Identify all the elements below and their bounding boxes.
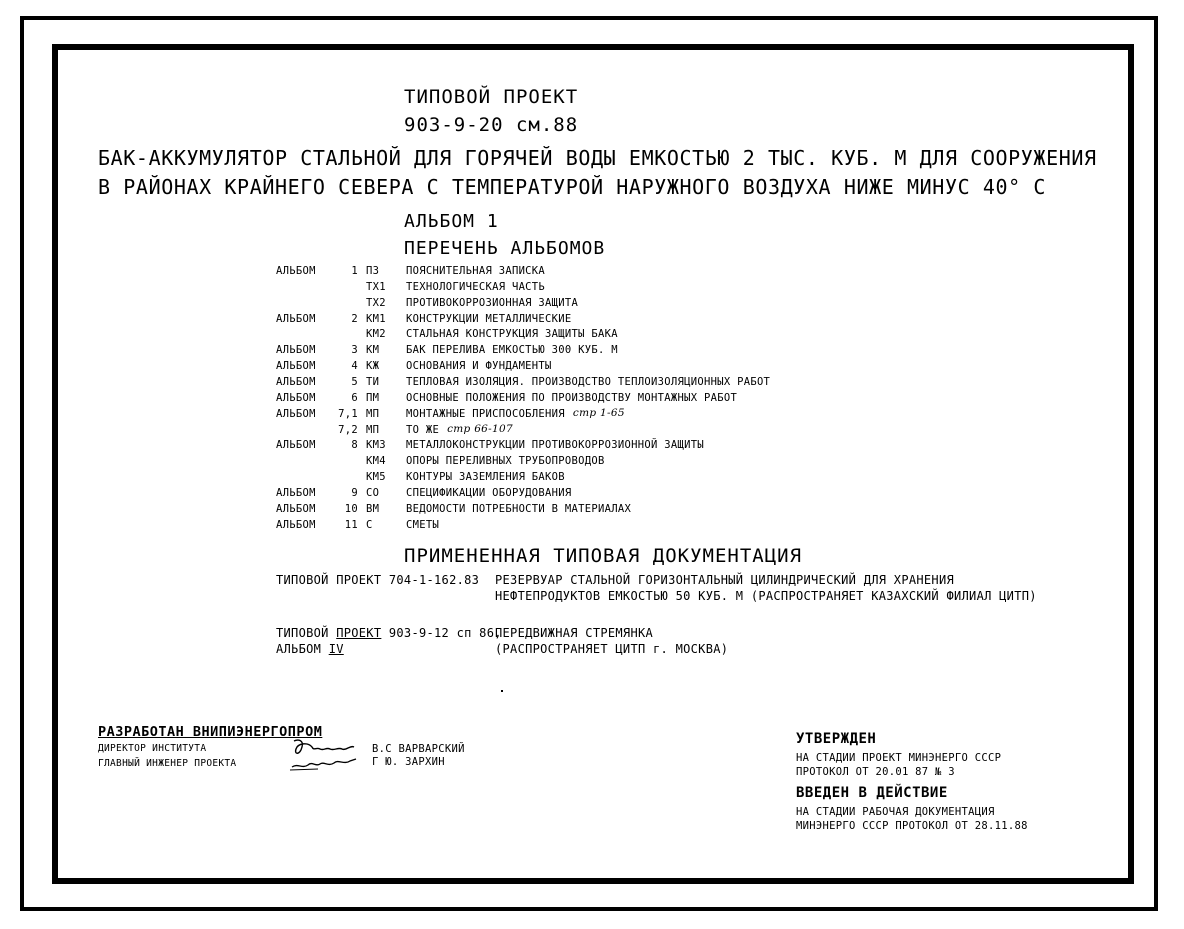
doc-code: ПЗ bbox=[366, 265, 380, 277]
page-range-note: стр 66-107 bbox=[447, 423, 513, 435]
doc-description: СПЕЦИФИКАЦИИ ОБОРУДОВАНИЯ bbox=[406, 487, 572, 499]
album-label: АЛЬБОМ bbox=[276, 439, 316, 451]
doc-code: КЖ bbox=[366, 360, 380, 372]
doc-description: ОСНОВАНИЯ И ФУНДАМЕНТЫ bbox=[406, 360, 552, 372]
album-label: АЛЬБОМ bbox=[276, 408, 316, 420]
album-num: 4 bbox=[351, 360, 358, 372]
album-num: 5 bbox=[351, 376, 358, 388]
doc-description: ОСНОВНЫЕ ПОЛОЖЕНИЯ ПО ПРОИЗВОДСТВУ МОНТАЖНЫХ РАБОТ bbox=[406, 392, 738, 404]
album-label: АЛЬБОМ bbox=[276, 313, 316, 325]
doc-code: ТИ bbox=[366, 376, 380, 388]
approved-title: УТВЕРЖДЕН bbox=[796, 731, 877, 747]
doc-code: КМ4 bbox=[366, 455, 386, 467]
enacted-line-1: НА СТАДИИ РАБОЧАЯ ДОКУМЕНТАЦИЯ bbox=[796, 806, 995, 818]
developer-role-1: ДИРЕКТОР ИНСТИТУТА bbox=[98, 743, 207, 754]
album-label: АЛЬБОМ bbox=[276, 344, 316, 356]
album-num: 1 bbox=[351, 265, 358, 277]
doc-description: КОНСТРУКЦИИ МЕТАЛЛИЧЕСКИЕ bbox=[406, 313, 572, 325]
applied-title: ПРИМЕНЕННАЯ ТИПОВАЯ ДОКУМЕНТАЦИЯ bbox=[404, 545, 803, 567]
album-num: 10 bbox=[344, 503, 358, 515]
ref2-desc-line-1: ПЕРЕДВИЖНАЯ СТРЕМЯНКА bbox=[495, 626, 654, 640]
album-label: АЛЬБОМ bbox=[276, 360, 316, 372]
ref2-album-label: АЛЬБОМ bbox=[276, 642, 329, 656]
ref2-code-part-a: ТИПОВОЙ bbox=[276, 626, 337, 640]
doc-code: КМ bbox=[366, 344, 380, 356]
dot-mark bbox=[501, 690, 503, 692]
doc-code: ПМ bbox=[366, 392, 380, 404]
doc-description: ТЕПЛОВАЯ ИЗОЛЯЦИЯ. ПРОИЗВОДСТВО ТЕПЛОИЗОЛЯЦИОННЫХ РАБОТ bbox=[406, 376, 771, 388]
doc-description: ТЕХНОЛОГИЧЕСКАЯ ЧАСТЬ bbox=[406, 281, 546, 293]
doc-description: СМЕТЫ bbox=[406, 519, 440, 531]
ref1-desc-line-1: РЕЗЕРВУАР СТАЛЬНОЙ ГОРИЗОНТАЛЬНЫЙ ЦИЛИНДРИЧЕСКИЙ ДЛЯ ХРАНЕНИЯ bbox=[495, 573, 955, 587]
developer-name-2: Г Ю. ЗАРХИН bbox=[372, 756, 445, 768]
list-title: ПЕРЕЧЕНЬ АЛЬБОМОВ bbox=[404, 238, 606, 259]
ref2-code bbox=[276, 626, 502, 640]
album-num: 2 bbox=[351, 313, 358, 325]
ref2-code-part-c: 903-9-12 сп 86, bbox=[381, 626, 502, 640]
doc-code: КМ1 bbox=[366, 313, 386, 325]
doc-code: МП bbox=[366, 408, 380, 420]
album-num: 7,1 bbox=[338, 408, 358, 420]
album-number: АЛЬБОМ 1 bbox=[404, 211, 499, 232]
album-label: АЛЬБОМ bbox=[276, 503, 316, 515]
album-num: 11 bbox=[344, 519, 358, 531]
doc-description: БАК ПЕРЕЛИВА ЕМКОСТЬЮ 300 КУБ. М bbox=[406, 344, 618, 356]
album-num: 8 bbox=[351, 439, 358, 451]
doc-description: ПРОТИВОКОРРОЗИОННАЯ ЗАЩИТА bbox=[406, 297, 579, 309]
doc-code: МП bbox=[366, 424, 380, 436]
developer-name-1: В.С ВАРВАРСКИЙ bbox=[372, 743, 465, 755]
doc-description: ПОЯСНИТЕЛЬНАЯ ЗАПИСКА bbox=[406, 265, 546, 277]
doc-code: С bbox=[366, 519, 373, 531]
ref2-album-number: IV bbox=[328, 642, 344, 656]
doc-code: КМ3 bbox=[366, 439, 386, 451]
approved-line-1: НА СТАДИИ ПРОЕКТ МИНЭНЕРГО СССР bbox=[796, 752, 1002, 764]
doc-description: ОПОРЫ ПЕРЕЛИВНЫХ ТРУБОПРОВОДОВ bbox=[406, 455, 605, 467]
ref1-code: ТИПОВОЙ ПРОЕКТ 704-1-162.83 bbox=[276, 573, 480, 587]
album-label: АЛЬБОМ bbox=[276, 265, 316, 277]
signatures-image bbox=[288, 737, 360, 773]
enacted-title: ВВЕДЕН В ДЕЙСТВИЕ bbox=[796, 785, 948, 801]
album-num: 3 bbox=[351, 344, 358, 356]
ref2-album bbox=[276, 642, 344, 656]
doc-description: СТАЛЬНАЯ КОНСТРУКЦИЯ ЗАЩИТЫ БАКА bbox=[406, 328, 618, 340]
project-label: ТИПОВОЙ ПРОЕКТ bbox=[404, 86, 579, 108]
ref2-code-part-b: ПРОЕКТ bbox=[336, 626, 382, 640]
doc-description: МОНТАЖНЫЕ ПРИСПОСОБЛЕНИЯ bbox=[406, 408, 565, 420]
developer-role-2: ГЛАВНЫЙ ИНЖЕНЕР ПРОЕКТА bbox=[98, 758, 237, 769]
approved-line-2: ПРОТОКОЛ ОТ 20.01 87 № 3 bbox=[796, 766, 955, 778]
album-num: 9 bbox=[351, 487, 358, 499]
doc-code: СО bbox=[366, 487, 380, 499]
doc-description: ВЕДОМОСТИ ПОТРЕБНОСТИ В МАТЕРИАЛАХ bbox=[406, 503, 632, 515]
title-line-1: БАК-АККУМУЛЯТОР СТАЛЬНОЙ ДЛЯ ГОРЯЧЕЙ ВОДЫ ЕМКОСТЬЮ 2 ТЫС. КУБ. М ДЛЯ СООРУЖЕНИЯ bbox=[98, 146, 1097, 170]
page-range-note: стр 1-65 bbox=[572, 407, 625, 419]
title-line-2: В РАЙОНАХ КРАЙНЕГО СЕВЕРА С ТЕМПЕРАТУРОЙ НАРУЖНОГО ВОЗДУХА НИЖЕ МИНУС 40° С bbox=[98, 175, 1047, 199]
album-label: АЛЬБОМ bbox=[276, 519, 316, 531]
doc-code: КМ2 bbox=[366, 328, 386, 340]
album-num: 7,2 bbox=[338, 424, 358, 436]
doc-code: КМ5 bbox=[366, 471, 386, 483]
doc-code: ВМ bbox=[366, 503, 380, 515]
project-number: 903-9-20 см.88 bbox=[404, 114, 579, 136]
doc-description: МЕТАЛЛОКОНСТРУКЦИИ ПРОТИВОКОРРОЗИОННОЙ ЗАЩИТЫ bbox=[406, 439, 704, 451]
doc-description: ТО ЖЕ bbox=[406, 424, 440, 436]
doc-code: ТХ2 bbox=[366, 297, 386, 309]
doc-code: ТХ1 bbox=[366, 281, 386, 293]
enacted-line-2: МИНЭНЕРГО СССР ПРОТОКОЛ ОТ 28.11.88 bbox=[796, 820, 1028, 832]
ref2-desc-line-2: (РАСПРОСТРАНЯЕТ ЦИТП г. МОСКВА) bbox=[495, 642, 729, 656]
doc-description: КОНТУРЫ ЗАЗЕМЛЕНИЯ БАКОВ bbox=[406, 471, 565, 483]
ref1-desc-line-2: НЕФТЕПРОДУКТОВ ЕМКОСТЬЮ 50 КУБ. М (РАСПРОСТРАНЯЕТ КАЗАХСКИЙ ФИЛИАЛ ЦИТП) bbox=[495, 589, 1037, 603]
album-label: АЛЬБОМ bbox=[276, 392, 316, 404]
album-label: АЛЬБОМ bbox=[276, 487, 316, 499]
developer-org: РАЗРАБОТАН ВНИПИЭНЕРГОПРОМ bbox=[98, 724, 323, 740]
album-num: 6 bbox=[351, 392, 358, 404]
album-label: АЛЬБОМ bbox=[276, 376, 316, 388]
